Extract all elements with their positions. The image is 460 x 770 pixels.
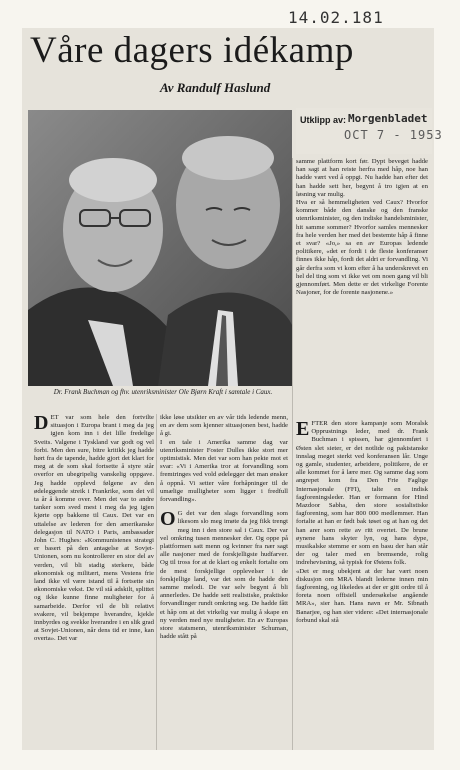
stamp-newspaper-name: Morgenbladet [348, 112, 428, 125]
article-column-1 [34, 414, 154, 644]
stamp-label: Utklipp av: [300, 115, 347, 125]
article-column-3-top: samme plattform kort før. Dypt beveget hadde han sagt at han reiste herfra med håp, noe han hadde vært ved å oppgi. Nu hadde han efter det han hadde sett her, begynt å tro igjen at en løsning var mulig. Hva er så hemmeligheten ved Caux? Hvorfor kommer både den danske og den franske utenriksminister, og den indiske handelsminister, hit samme sommer? Hvorfor samles mennesker fra hele verden her med det bestemte håp å finne et svar? «Jo,» sa en av Europas ledende politikere, «det er fordi i de fleste konferanser finnes ikke håp, fordi det aldri er forvandling. Vi går derfra som vi kom efter å ha underskrevet en hel del ting som vi ikke vet om noen gang vil bli gjennomført. Men dette er det virkelige Forente Nasjoner, for de forente nasjonene.» [296, 158, 428, 297]
column-1-text: ET var som hele den fortvilte situasjon i Europa brant i meg da jeg igjen kom inn i det lille fredelige Sveits. Valgene i Tyskland var godt og vel forbi. Men den sure, bitre kritikk jeg hadde hørt fra de tapende, hadde gjort det klart for meg at de som skal fortsette å styre står overfor en ubegripelig vanskelig oppgave. Jeg hadde opplevd følgene av den ødeleggende streik i Frankrike, som det vil ta år å komme over. Men det var to andre tanker som sved mest i meg da jeg igjen kjørte opp bakkene til Caux. Det var en uttalelse av lederen for den amerikanske delegasjon til NATO i Paris, ambassadør John C. Hughes: «Kommunistenes strategi er basert på den antagelse at Sovjet-Unionen, som nu kontrollerer en stor del av verden, vil bli stadig sterkere, både økonomisk og militært, mens Vestens frie land ikke vil være istand til å fortsette sin økonomiske vekst. De vil stå adskilt, splittet og ikke kunne finne muligheter for å samarbeide. Derfor vil de bli relativt svakere, vil bekjempe hverandre, kjekle innbyrdes og svekke hverandre i en slik grad at Sovjet-Unionen, når dens tid er inne, kan overta». Det var [34, 414, 154, 643]
article-byline: Av Randulf Haslund [160, 80, 271, 95]
article-photo [28, 110, 292, 386]
drop-cap: E [296, 418, 310, 440]
photo-caption: Dr. Frank Buchman og fhv. utenriksminister Ole Bjørn Kraft i samtale i Caux. [53, 388, 273, 396]
column-3-text-bottom: FTER den store kampanje som Moralsk Opprustnings leder, med dr. Frank Buchman i spissen, har gjennomført i Østen slet sieter, er det notlide og pakistanske innslag meget sterkt ved konferansen lår. Unge og gamle, studenter, arbeidere, politikere, de er alle kommet for å lære mer. Og samme dag som angrepet kom fra Den Frie Faglige Internasjonale (FFI), talte en indisk fagforeningsleder. Han er formann for Hind Mazdoor Sabha, den store sosialistiske fagforening, som har 800 000 medlemmer. Han fortalte at han er født bak tøset og at han og det han arer som rette av ritt overtet. De brune øynene hans skyter lyn, og hans dype, musikalske stemme er som en basu der han står der og taler med en bremsende, rolig indrehevisning, så typisk for Østens folk. «Det er meg ubekjent at der har vært noen diskusjon om MRA blandt lederne innen min fagforening, og likeledes at der er gitt ordre til å foreta noen offisiell undersøkelse angående MRA», sier han. Hans navn er Mr. Sibnath Banarjee, og han sier videre: «Det internasjonale forbund skal stå [296, 420, 428, 624]
handwritten-date: 14.02.181 [288, 8, 384, 27]
column-divider [292, 158, 293, 750]
column-2-text-top: ikke løse utsikter en av vår tids ledende menn, en av dem som kjenner situasjonen best, hadde å gi. I en tale i Amerika samme dag var utenriksminister Foster Dulles ikke stort mer optimistisk. Men det var som han pekte mot et svar: «Vi i Amerika tror at forvandling som fremtringes ved vold ødelegger det man ønsker å oppnå. Vi setter våre forhåpninger til de umælige mulligheter som ligger i fredfull forvandling». [160, 414, 288, 504]
drop-cap: O [160, 508, 176, 531]
column-2-text-bottom: G det var den slags forvandling som likesom slo meg imøte da jeg fikk trengt meg inn i den store sal i Caux. Der var vel omkring tusen mennesker der. Og oppe på plattformen satt menn og kvinner fra nær sagt alle nasjoner med de forskjelligste hudfarver. Og til tross for at de klart og enkelt fortalte om de mest forskjellige opplevelser i de forskjellige land, var det som de hadde den samme melodi. De var selv begynt å bli annerledes. De hadde sett realistiske, praktiske forvandlinger rundt omkring seg. De hadde fått et håp om at det virkelig var mulig å skape en ny verden med nye muligheter. En av Europas store statsmenn, utenriksminister Schuman, hadde stått på [160, 510, 288, 641]
stamp-date: OCT 7 - 1953 [344, 128, 443, 142]
column-2-section [160, 510, 288, 641]
article-column-2 [160, 414, 288, 641]
article-column-3-bottom [296, 420, 428, 625]
drop-cap: D [34, 412, 49, 434]
column-divider [156, 414, 157, 750]
article-headline: Våre dagers idékamp [30, 30, 354, 71]
